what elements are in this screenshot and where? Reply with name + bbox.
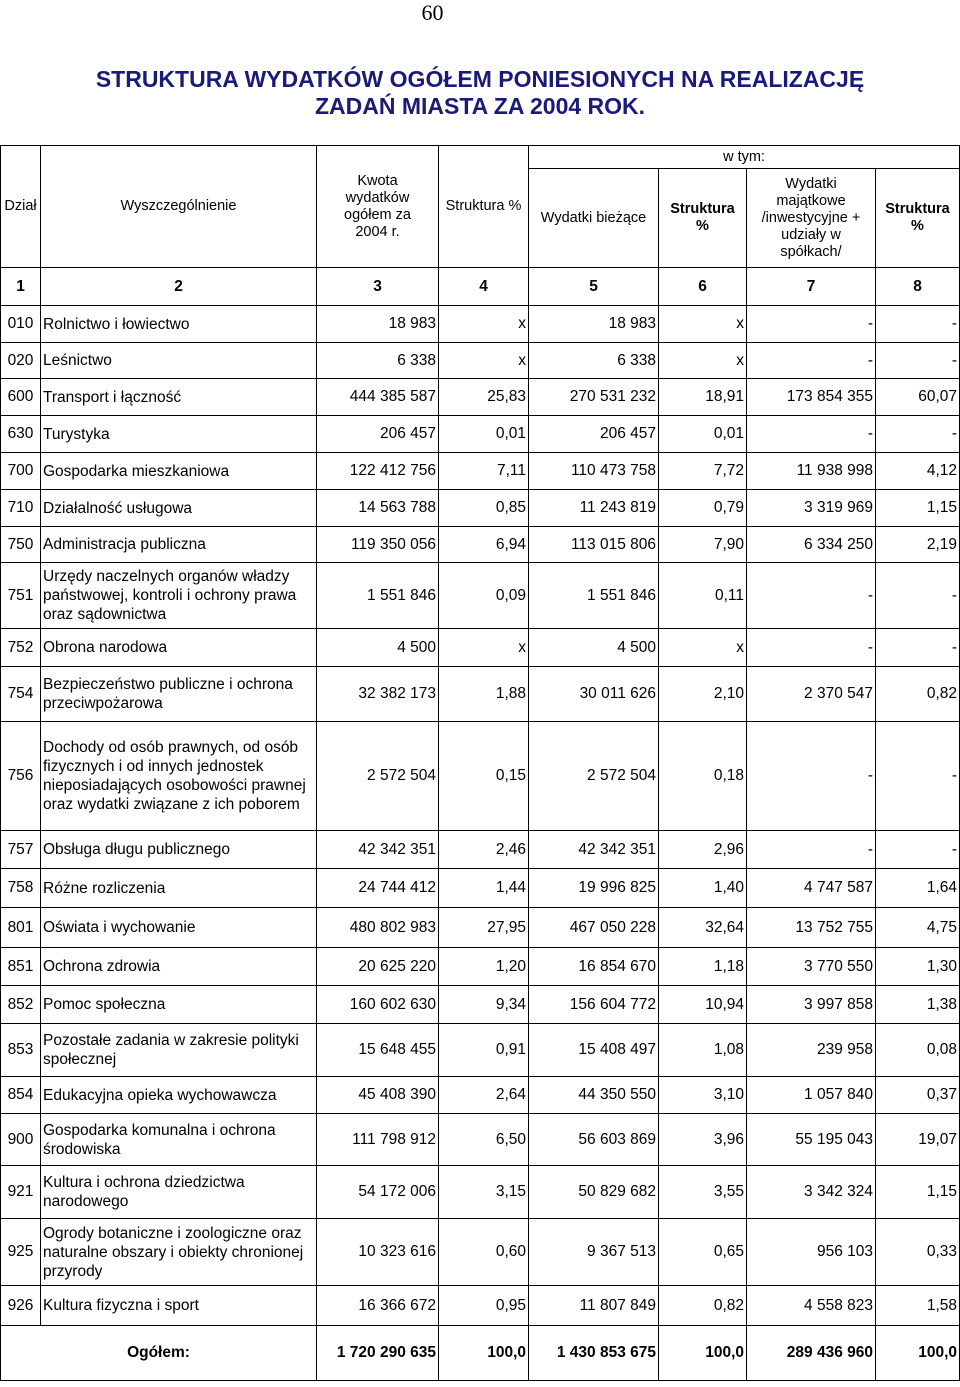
row-code: 710 [1, 490, 41, 527]
row-struktura-majatkowe: 1,30 [876, 948, 960, 986]
row-struktura-majatkowe: 0,08 [876, 1024, 960, 1077]
row-struktura: x [439, 343, 529, 379]
row-struktura-majatkowe: 60,07 [876, 379, 960, 416]
row-struktura: x [439, 306, 529, 343]
row-name: Działalność usługowa [41, 490, 317, 527]
row-struktura: 0,15 [439, 722, 529, 831]
row-code: 853 [1, 1024, 41, 1077]
row-struktura: 3,15 [439, 1166, 529, 1219]
row-struktura: 2,46 [439, 831, 529, 869]
row-kwota: 119 350 056 [317, 527, 439, 563]
row-code: 600 [1, 379, 41, 416]
row-code: 700 [1, 453, 41, 490]
row-name: Kultura fizyczna i sport [41, 1286, 317, 1326]
table-row [1, 1166, 960, 1219]
table-row [1, 869, 960, 908]
row-struktura-majatkowe: 2,19 [876, 527, 960, 563]
row-biezace: 50 829 682 [529, 1166, 659, 1219]
row-struktura-biezace: 0,65 [659, 1219, 747, 1286]
table-row [1, 1077, 960, 1114]
total-struktura-majatkowe: 100,0 [876, 1326, 960, 1381]
row-code: 010 [1, 306, 41, 343]
row-kwota: 42 342 351 [317, 831, 439, 869]
row-code: 801 [1, 908, 41, 948]
row-struktura-majatkowe: 1,15 [876, 1166, 960, 1219]
table-row [1, 831, 960, 869]
row-struktura: x [439, 629, 529, 667]
row-majatkowe: - [747, 563, 876, 629]
row-struktura: 9,34 [439, 986, 529, 1024]
table-row [1, 563, 960, 629]
row-struktura-biezace: 7,72 [659, 453, 747, 490]
row-kwota: 54 172 006 [317, 1166, 439, 1219]
row-struktura-biezace: 18,91 [659, 379, 747, 416]
row-struktura-biezace: 3,55 [659, 1166, 747, 1219]
header-dzial: Dział [1, 146, 41, 268]
row-kwota: 480 802 983 [317, 908, 439, 948]
table-row [1, 306, 960, 343]
row-struktura: 7,11 [439, 453, 529, 490]
row-biezace: 6 338 [529, 343, 659, 379]
row-struktura: 2,64 [439, 1077, 529, 1114]
row-struktura: 1,20 [439, 948, 529, 986]
column-number: 8 [876, 268, 960, 306]
row-struktura-majatkowe: - [876, 306, 960, 343]
row-biezace: 30 011 626 [529, 667, 659, 722]
row-struktura-majatkowe: - [876, 831, 960, 869]
row-code: 854 [1, 1077, 41, 1114]
row-struktura-biezace: 1,18 [659, 948, 747, 986]
row-name: Kultura i ochrona dziedzictwa narodowego [41, 1166, 317, 1219]
total-struktura: 100,0 [439, 1326, 529, 1381]
row-majatkowe: 13 752 755 [747, 908, 876, 948]
title-line-1: STRUKTURA WYDATKÓW OGÓŁEM PONIESIONYCH NA REALIZACJĘ [95, 66, 865, 92]
row-struktura-biezace: 32,64 [659, 908, 747, 948]
row-majatkowe: 1 057 840 [747, 1077, 876, 1114]
row-name: Pozostałe zadania w zakresie polityki społecznej [41, 1024, 317, 1077]
header-struktura-majatkowe: Struktura % [876, 169, 960, 268]
row-kwota: 14 563 788 [317, 490, 439, 527]
row-name: Ogrody botaniczne i zoologiczne oraz naturalne obszary i obiekty chronionej przyrody [41, 1219, 317, 1286]
row-struktura: 6,94 [439, 527, 529, 563]
page-title [0, 66, 960, 120]
row-majatkowe: 3 342 324 [747, 1166, 876, 1219]
column-number: 3 [317, 268, 439, 306]
row-struktura: 0,85 [439, 490, 529, 527]
row-name: Ochrona zdrowia [41, 948, 317, 986]
row-biezace: 206 457 [529, 416, 659, 453]
row-kwota: 15 648 455 [317, 1024, 439, 1077]
row-name: Administracja publiczna [41, 527, 317, 563]
header-struktura-biezace: Struktura % [659, 169, 747, 268]
row-struktura-biezace: 2,96 [659, 831, 747, 869]
row-name: Obrona narodowa [41, 629, 317, 667]
row-code: 752 [1, 629, 41, 667]
row-biezace: 110 473 758 [529, 453, 659, 490]
row-name: Oświata i wychowanie [41, 908, 317, 948]
row-code: 851 [1, 948, 41, 986]
table-row [1, 379, 960, 416]
row-kwota: 1 551 846 [317, 563, 439, 629]
row-struktura-biezace: 1,08 [659, 1024, 747, 1077]
row-code: 751 [1, 563, 41, 629]
row-kwota: 160 602 630 [317, 986, 439, 1024]
column-number: 1 [1, 268, 41, 306]
row-biezace: 44 350 550 [529, 1077, 659, 1114]
row-majatkowe: - [747, 306, 876, 343]
table-row [1, 527, 960, 563]
row-code: 750 [1, 527, 41, 563]
header-struktura: Struktura % [439, 146, 529, 268]
column-number: 4 [439, 268, 529, 306]
row-struktura-biezace: 0,18 [659, 722, 747, 831]
row-struktura-majatkowe: 1,64 [876, 869, 960, 908]
row-kwota: 16 366 672 [317, 1286, 439, 1326]
row-biezace: 467 050 228 [529, 908, 659, 948]
row-majatkowe: 2 370 547 [747, 667, 876, 722]
row-struktura-biezace: 0,82 [659, 1286, 747, 1326]
row-biezace: 9 367 513 [529, 1219, 659, 1286]
row-struktura: 1,44 [439, 869, 529, 908]
row-majatkowe: - [747, 831, 876, 869]
row-kwota: 45 408 390 [317, 1077, 439, 1114]
table-row [1, 1024, 960, 1077]
title-line-2: ZADAŃ MIASTA ZA 2004 ROK. [314, 93, 646, 119]
row-struktura-biezace: x [659, 306, 747, 343]
row-majatkowe: 239 958 [747, 1024, 876, 1077]
row-struktura-majatkowe: 0,37 [876, 1077, 960, 1114]
row-struktura-biezace: 0,01 [659, 416, 747, 453]
row-kwota: 2 572 504 [317, 722, 439, 831]
row-struktura-biezace: 2,10 [659, 667, 747, 722]
row-majatkowe: - [747, 722, 876, 831]
row-code: 020 [1, 343, 41, 379]
row-majatkowe: 6 334 250 [747, 527, 876, 563]
row-struktura-majatkowe: 0,33 [876, 1219, 960, 1286]
row-struktura-biezace: 0,79 [659, 490, 747, 527]
row-struktura-majatkowe: 0,82 [876, 667, 960, 722]
row-majatkowe: 956 103 [747, 1219, 876, 1286]
row-kwota: 122 412 756 [317, 453, 439, 490]
row-struktura-majatkowe: - [876, 343, 960, 379]
row-biezace: 18 983 [529, 306, 659, 343]
table-row [1, 490, 960, 527]
row-code: 925 [1, 1219, 41, 1286]
row-majatkowe: 55 195 043 [747, 1114, 876, 1166]
row-biezace: 156 604 772 [529, 986, 659, 1024]
row-biezace: 113 015 806 [529, 527, 659, 563]
row-majatkowe: 3 997 858 [747, 986, 876, 1024]
row-biezace: 56 603 869 [529, 1114, 659, 1166]
row-struktura-majatkowe: 19,07 [876, 1114, 960, 1166]
row-kwota: 6 338 [317, 343, 439, 379]
row-code: 754 [1, 667, 41, 722]
table-row [1, 1219, 960, 1286]
row-majatkowe: - [747, 343, 876, 379]
row-struktura-biezace: 10,94 [659, 986, 747, 1024]
total-kwota: 1 720 290 635 [317, 1326, 439, 1381]
table-row [1, 948, 960, 986]
page-number: 60 [421, 0, 444, 25]
row-biezace: 11 243 819 [529, 490, 659, 527]
row-biezace: 15 408 497 [529, 1024, 659, 1077]
row-code: 900 [1, 1114, 41, 1166]
row-majatkowe: 3 770 550 [747, 948, 876, 986]
row-struktura-majatkowe: 1,58 [876, 1286, 960, 1326]
row-struktura: 0,01 [439, 416, 529, 453]
total-label: Ogółem: [1, 1326, 317, 1381]
row-struktura-biezace: 1,40 [659, 869, 747, 908]
row-name: Bezpieczeństwo publiczne i ochrona przeciwpożarowa [41, 667, 317, 722]
row-code: 921 [1, 1166, 41, 1219]
row-struktura-biezace: 3,96 [659, 1114, 747, 1166]
row-name: Gospodarka mieszkaniowa [41, 453, 317, 490]
row-name: Leśnictwo [41, 343, 317, 379]
header-wydatki-majatkowe: Wydatki majątkowe /inwestycyjne + udziały w spółkach/ [747, 169, 876, 268]
row-name: Dochody od osób prawnych, od osób fizycznych i od innych jednostek nieposiadających osobowości prawnej oraz wydatki związane z ich poborem [41, 722, 317, 831]
row-biezace: 1 551 846 [529, 563, 659, 629]
row-kwota: 18 983 [317, 306, 439, 343]
row-name: Pomoc społeczna [41, 986, 317, 1024]
row-majatkowe: - [747, 416, 876, 453]
row-kwota: 32 382 173 [317, 667, 439, 722]
row-name: Urzędy naczelnych organów władzy państwowej, kontroli i ochrony prawa oraz sądownictwa [41, 563, 317, 629]
row-biezace: 4 500 [529, 629, 659, 667]
header-w-tym: w tym: [529, 146, 960, 169]
table-row [1, 986, 960, 1024]
row-majatkowe: 4 747 587 [747, 869, 876, 908]
row-name: Różne rozliczenia [41, 869, 317, 908]
total-biezace: 1 430 853 675 [529, 1326, 659, 1381]
row-code: 757 [1, 831, 41, 869]
row-code: 756 [1, 722, 41, 831]
row-struktura-biezace: x [659, 343, 747, 379]
row-struktura: 6,50 [439, 1114, 529, 1166]
row-biezace: 11 807 849 [529, 1286, 659, 1326]
row-code: 630 [1, 416, 41, 453]
total-row [1, 1326, 960, 1381]
header-wydatki-biezace: Wydatki bieżące [529, 169, 659, 268]
table-row [1, 343, 960, 379]
row-name: Rolnictwo i łowiectwo [41, 306, 317, 343]
row-struktura-biezace: 0,11 [659, 563, 747, 629]
row-code: 852 [1, 986, 41, 1024]
column-number: 5 [529, 268, 659, 306]
row-name: Turystyka [41, 416, 317, 453]
row-majatkowe: 4 558 823 [747, 1286, 876, 1326]
row-struktura-biezace: 3,10 [659, 1077, 747, 1114]
column-number: 6 [659, 268, 747, 306]
header-kwota: Kwota wydatków ogółem za 2004 r. [317, 146, 439, 268]
row-biezace: 19 996 825 [529, 869, 659, 908]
column-number: 7 [747, 268, 876, 306]
row-majatkowe: 11 938 998 [747, 453, 876, 490]
table-row [1, 722, 960, 831]
row-majatkowe: 3 319 969 [747, 490, 876, 527]
total-struktura-biezace: 100,0 [659, 1326, 747, 1381]
row-struktura: 25,83 [439, 379, 529, 416]
row-struktura-majatkowe: 4,75 [876, 908, 960, 948]
row-kwota: 24 744 412 [317, 869, 439, 908]
row-struktura: 0,60 [439, 1219, 529, 1286]
row-biezace: 16 854 670 [529, 948, 659, 986]
row-kwota: 10 323 616 [317, 1219, 439, 1286]
row-struktura-majatkowe: 1,38 [876, 986, 960, 1024]
row-struktura-majatkowe: - [876, 563, 960, 629]
row-struktura-biezace: x [659, 629, 747, 667]
row-kwota: 444 385 587 [317, 379, 439, 416]
row-code: 758 [1, 869, 41, 908]
row-struktura-biezace: 7,90 [659, 527, 747, 563]
table-row [1, 629, 960, 667]
row-kwota: 20 625 220 [317, 948, 439, 986]
row-struktura: 0,09 [439, 563, 529, 629]
row-struktura-majatkowe: - [876, 722, 960, 831]
table-row [1, 1114, 960, 1166]
total-majatkowe: 289 436 960 [747, 1326, 876, 1381]
row-name: Obsługa długu publicznego [41, 831, 317, 869]
row-kwota: 206 457 [317, 416, 439, 453]
expenditure-table [0, 145, 960, 1381]
row-kwota: 4 500 [317, 629, 439, 667]
table-row [1, 416, 960, 453]
row-name: Gospodarka komunalna i ochrona środowiska [41, 1114, 317, 1166]
row-name: Edukacyjna opieka wychowawcza [41, 1077, 317, 1114]
row-struktura-majatkowe: - [876, 629, 960, 667]
row-struktura-majatkowe: 1,15 [876, 490, 960, 527]
table-row [1, 667, 960, 722]
row-struktura: 0,95 [439, 1286, 529, 1326]
header-wyszczegolnienie: Wyszczególnienie [41, 146, 317, 268]
row-struktura: 1,88 [439, 667, 529, 722]
table-row [1, 453, 960, 490]
row-biezace: 2 572 504 [529, 722, 659, 831]
row-struktura: 0,91 [439, 1024, 529, 1077]
row-kwota: 111 798 912 [317, 1114, 439, 1166]
row-struktura-majatkowe: 4,12 [876, 453, 960, 490]
row-code: 926 [1, 1286, 41, 1326]
row-struktura: 27,95 [439, 908, 529, 948]
row-name: Transport i łączność [41, 379, 317, 416]
row-majatkowe: - [747, 629, 876, 667]
row-biezace: 270 531 232 [529, 379, 659, 416]
table-row [1, 908, 960, 948]
row-biezace: 42 342 351 [529, 831, 659, 869]
row-struktura-majatkowe: - [876, 416, 960, 453]
table-row [1, 1286, 960, 1326]
row-majatkowe: 173 854 355 [747, 379, 876, 416]
column-number: 2 [41, 268, 317, 306]
